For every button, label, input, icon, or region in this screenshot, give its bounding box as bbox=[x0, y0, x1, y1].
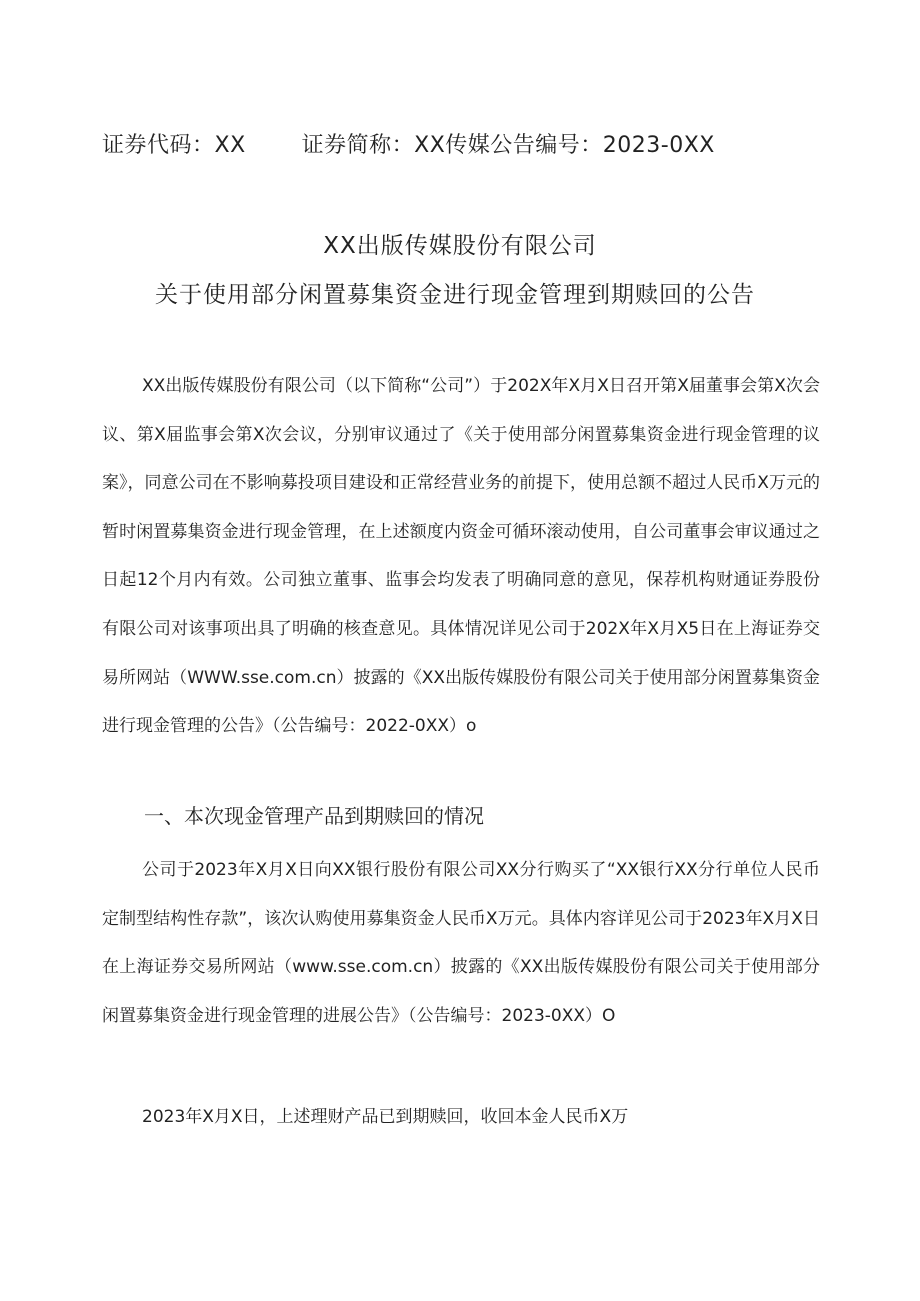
section-paragraph-continued: 2023年X月X日，上述理财产品已到期赎回，收回本金人民币X万 bbox=[142, 1107, 629, 1127]
announcement-title: 关于使用部分闲置募集资金进行现金管理到期赎回的公告 bbox=[155, 282, 755, 308]
stock-name-and-announcement-number: 证券简称：XX传媒公告编号：2023-0XX bbox=[301, 133, 715, 158]
intro-paragraph: XX出版传媒股份有限公司（以下简称“公司”）于202X年X月X日召开第X届董事会第X次会议、第X届监事会第X次会议，分别审议通过了《关于使用部分闲置募集资金进行现金管理的议案》，同意公司在不影响募投项目建设和正常经营业务的前提下，使用总额不超过人民币X万元的暂时闲置募集资金进行现金管理，在上述额度内资金可循环滚动使用，自公司董事会审议通过之日起12个月内有效。公司独立董事、监事会均发表了明确同意的意见，保荐机构财通证券股份有限公司对该事项出具了明确的核查意见。具体情况详见公司于202X年X月X5日在上海证券交易所网站（WWW.sse.com.cn）披露的《XX出版传媒股份有限公司关于使用部分闲置募集资金进行现金管理的公告》（公告编号：2022-0XX）o bbox=[102, 376, 820, 737]
stock-code: 证券代码：XX bbox=[102, 133, 246, 158]
section-paragraph: 公司于2023年X月X日向XX银行股份有限公司XX分行购买了“XX银行XX分行单位人民币定制型结构性存款”，该次认购使用募集资金人民币X万元。具体内容详见公司于2023年X月X日在上海证券交易所网站（www.sse.com.cn）披露的《XX出版传媒股份有限公司关于使用部分闲置募集资金进行现金管理的进展公告》（公告编号：2023-0XX）O bbox=[102, 860, 820, 1026]
section-heading: 一、本次现金管理产品到期赎回的情况 bbox=[144, 804, 484, 828]
company-title: XX出版传媒股份有限公司 bbox=[323, 233, 597, 259]
announcement-header bbox=[102, 128, 715, 159]
